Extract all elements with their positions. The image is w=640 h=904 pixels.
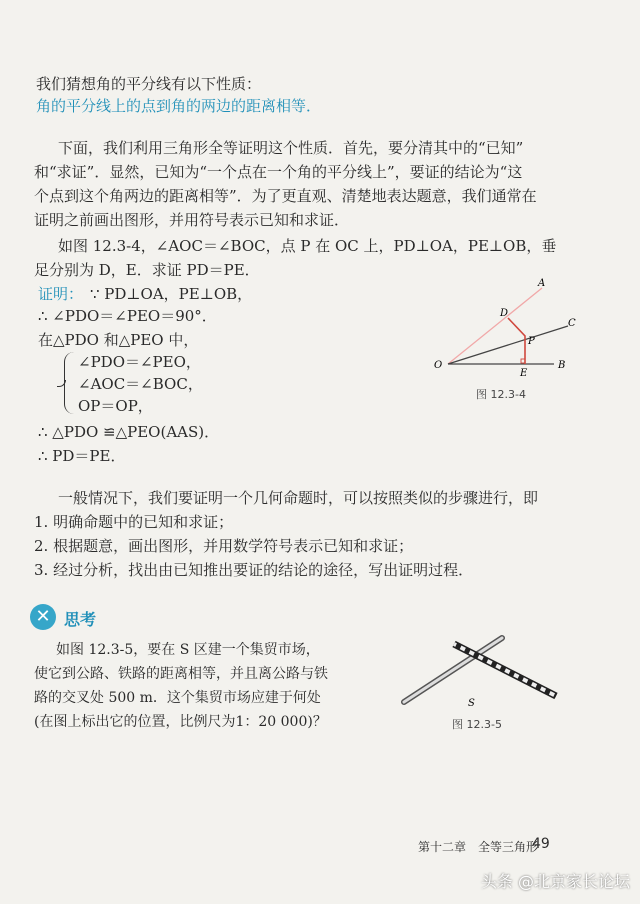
think-title: 思考 — [64, 610, 97, 629]
problem-line: 足分别为 D，E．求证 PD＝PE． — [34, 261, 260, 279]
proof-line: 在△PDO 和△PEO 中， — [38, 331, 199, 349]
think-line: 使它到公路、铁路的距离相等，并且离公路与铁 — [34, 666, 328, 682]
label-B: B — [558, 360, 566, 371]
proof-line: ∴ PD＝PE． — [38, 447, 126, 465]
label-P: P — [528, 336, 535, 347]
figure1-caption: 图 12.3-4 — [476, 388, 526, 401]
label-E: E — [520, 368, 528, 379]
paragraph1-line: 下面，我们利用三角形全等证明这个性质．首先，要分清其中的“已知” — [58, 139, 524, 157]
label-D: D — [500, 308, 509, 319]
general-line: 1. 明确命题中的已知和求证； — [34, 513, 234, 531]
figure-12-3-4 — [430, 278, 580, 388]
proof-label: 证明： — [38, 285, 84, 303]
intro-text: 我们猜想角的平分线有以下性质： — [36, 75, 262, 93]
proof-line: ∵ PD⊥OA，PE⊥OB， — [90, 285, 253, 303]
general-line: 3. 经过分析，找出由已知推出要证的结论的途径，写出证明过程． — [34, 561, 474, 579]
system-line: ∠AOC＝∠BOC， — [78, 375, 203, 393]
problem-line: 如图 12.3-4，∠AOC＝∠BOC，点 P 在 OC 上，PD⊥OA，PE⊥OB，垂 — [58, 237, 557, 255]
label-A: A — [538, 278, 546, 289]
think-line: 路的交叉处 500 m．这个集贸市场应建于何处 — [34, 690, 321, 706]
general-line: 2. 根据题意，画出图形，并用数学符号表示已知和求证； — [34, 537, 414, 555]
figure2-caption: 图 12.3-5 — [452, 718, 502, 731]
proof-line: ∴ ∠PDO＝∠PEO＝90°． — [38, 307, 217, 325]
page-footer — [0, 836, 640, 854]
think-icon: ✕ — [30, 604, 56, 630]
label-O: O — [434, 360, 443, 371]
paragraph1-line: 证明之前画出图形，并用符号表示已知和求证． — [34, 211, 350, 229]
page-number: 49 — [532, 836, 550, 852]
think-line: 如图 12.3-5，要在 S 区建一个集贸市场， — [56, 642, 320, 658]
system-line: OP＝OP， — [78, 397, 153, 415]
system-line: ∠PDO＝∠PEO， — [78, 353, 201, 371]
paragraph1-line: 个点到这个角两边的距离相等”．为了更直观、清楚地表达题意，我们通常在 — [34, 187, 537, 205]
chapter-title: 第十二章 全等三角形 — [418, 840, 539, 854]
paragraph1-line: 和“求证”．显然，已知为“一个点在一个角的平分线上”，要证的结论为“这 — [34, 163, 523, 181]
watermark: 头条 @北京家长论坛 — [480, 872, 630, 891]
figure-12-3-5 — [396, 632, 566, 712]
think-line: (在图上标出它的位置，比例尺为1：20 000)？ — [34, 714, 327, 730]
label-C: C — [568, 318, 576, 329]
proof-line: ∴ △PDO ≌△PEO(AAS)． — [38, 423, 220, 441]
label-S: S — [468, 698, 475, 709]
system-brace — [64, 352, 75, 414]
general-line: 一般情况下，我们要证明一个几何命题时，可以按照类似的步骤进行，即 — [58, 489, 539, 507]
property-statement: 角的平分线上的点到角的两边的距离相等． — [36, 97, 322, 115]
